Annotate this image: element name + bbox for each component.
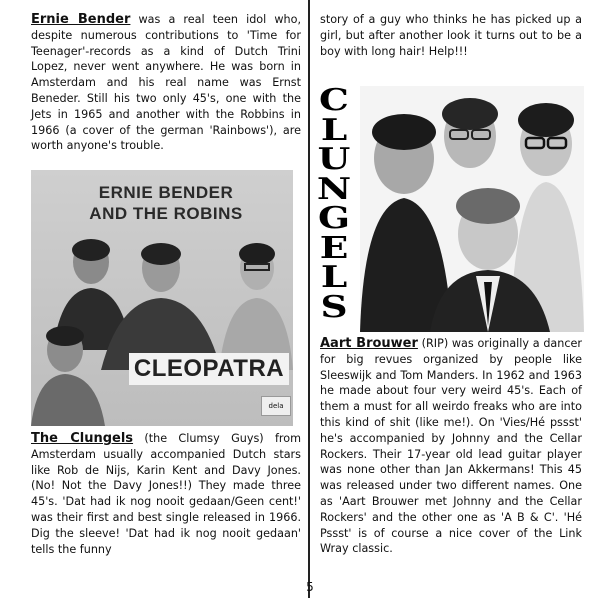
vertical-letter: U <box>317 142 351 177</box>
clungels-text: (the Clumsy Guys) from Amsterdam usually accompanied Dutch stars like Rob de Nijs, Karin Kent and Davy Jones. (No! Not the Davy Jones!!) They made three 45's. 'Dat had ik nog nooit gedaan/Geen cent!' was their first and best single released in 1966. Dig the sleeve! 'Dat had ik nog nooit gedaan' tells the funny <box>31 432 301 556</box>
vertical-letter: N <box>316 171 352 207</box>
ernie-bender-heading: Ernie Bender <box>31 12 131 27</box>
aart-brouwer-paragraph <box>320 336 582 557</box>
clungels-continued-text: story of a guy who thinks he has picked up a girl, but after another look it turns out to be a boy with long hair! Help!!! <box>320 13 582 58</box>
aart-brouwer-heading: Aart Brouwer <box>320 336 418 351</box>
vertical-letter: S <box>320 289 348 325</box>
sleeve-title-line1: ERNIE BENDER <box>98 183 234 202</box>
vertical-letter: L <box>320 112 348 148</box>
page-number: 5 <box>306 580 314 594</box>
vertical-letter: G <box>317 201 351 236</box>
clungels-continued-paragraph <box>320 12 582 59</box>
vertical-letter: L <box>320 260 348 295</box>
ernie-bender-sleeve-photo <box>31 170 293 426</box>
sleeve-title-line2: AND THE ROBINS <box>89 204 243 223</box>
ernie-bender-paragraph <box>31 12 301 154</box>
vertical-letter: C <box>319 83 349 118</box>
sleeve-song-title: CLEOPATRA <box>129 353 289 385</box>
clungels-paragraph <box>31 431 301 557</box>
ernie-bender-text: was a real teen idol who, despite numerous contributions to 'Time for Teenager'-records as a kind of Dutch Trini Lopez, never went anywhere. He was born in Amsterdam and his real name was Ernst Beneder. Still his two only 45's, one with the Jets in 1965 and another with the Robbins in 1966 (a cover of the german 'Rainbows'), are worth anyone's trouble. <box>31 13 302 153</box>
group-photo-illustration <box>360 86 584 332</box>
clungels-heading: The Clungels <box>31 431 134 446</box>
band-photo-illustration <box>31 170 293 426</box>
clungels-vertical-title <box>314 83 354 325</box>
vertical-letter: E <box>319 230 349 266</box>
aart-brouwer-text: (RIP) was originally a dancer for big revues organized by people like Sleeswijk and Tom Manders. In 1962 and 1963 he made about four very weird 45's. Each of them a must for all weirdo freaks who are into this kind of shit (like me!). On 'Vies/Hé pssst' he's accompanied by Johnny and the Cellar Rockers. Their 17-year old lead guitar player was none other than Jan Akkermans! This 45 was released under two different names. One as 'Aart Brouwer met Johnny and the Cellar Rockers' and the other one as 'A B & C'. 'Hé Pssst' is of course a nice cover of the Link Wray classic. <box>320 337 582 556</box>
clungels-group-photo <box>360 86 584 332</box>
record-label-logo: dela <box>261 396 291 416</box>
